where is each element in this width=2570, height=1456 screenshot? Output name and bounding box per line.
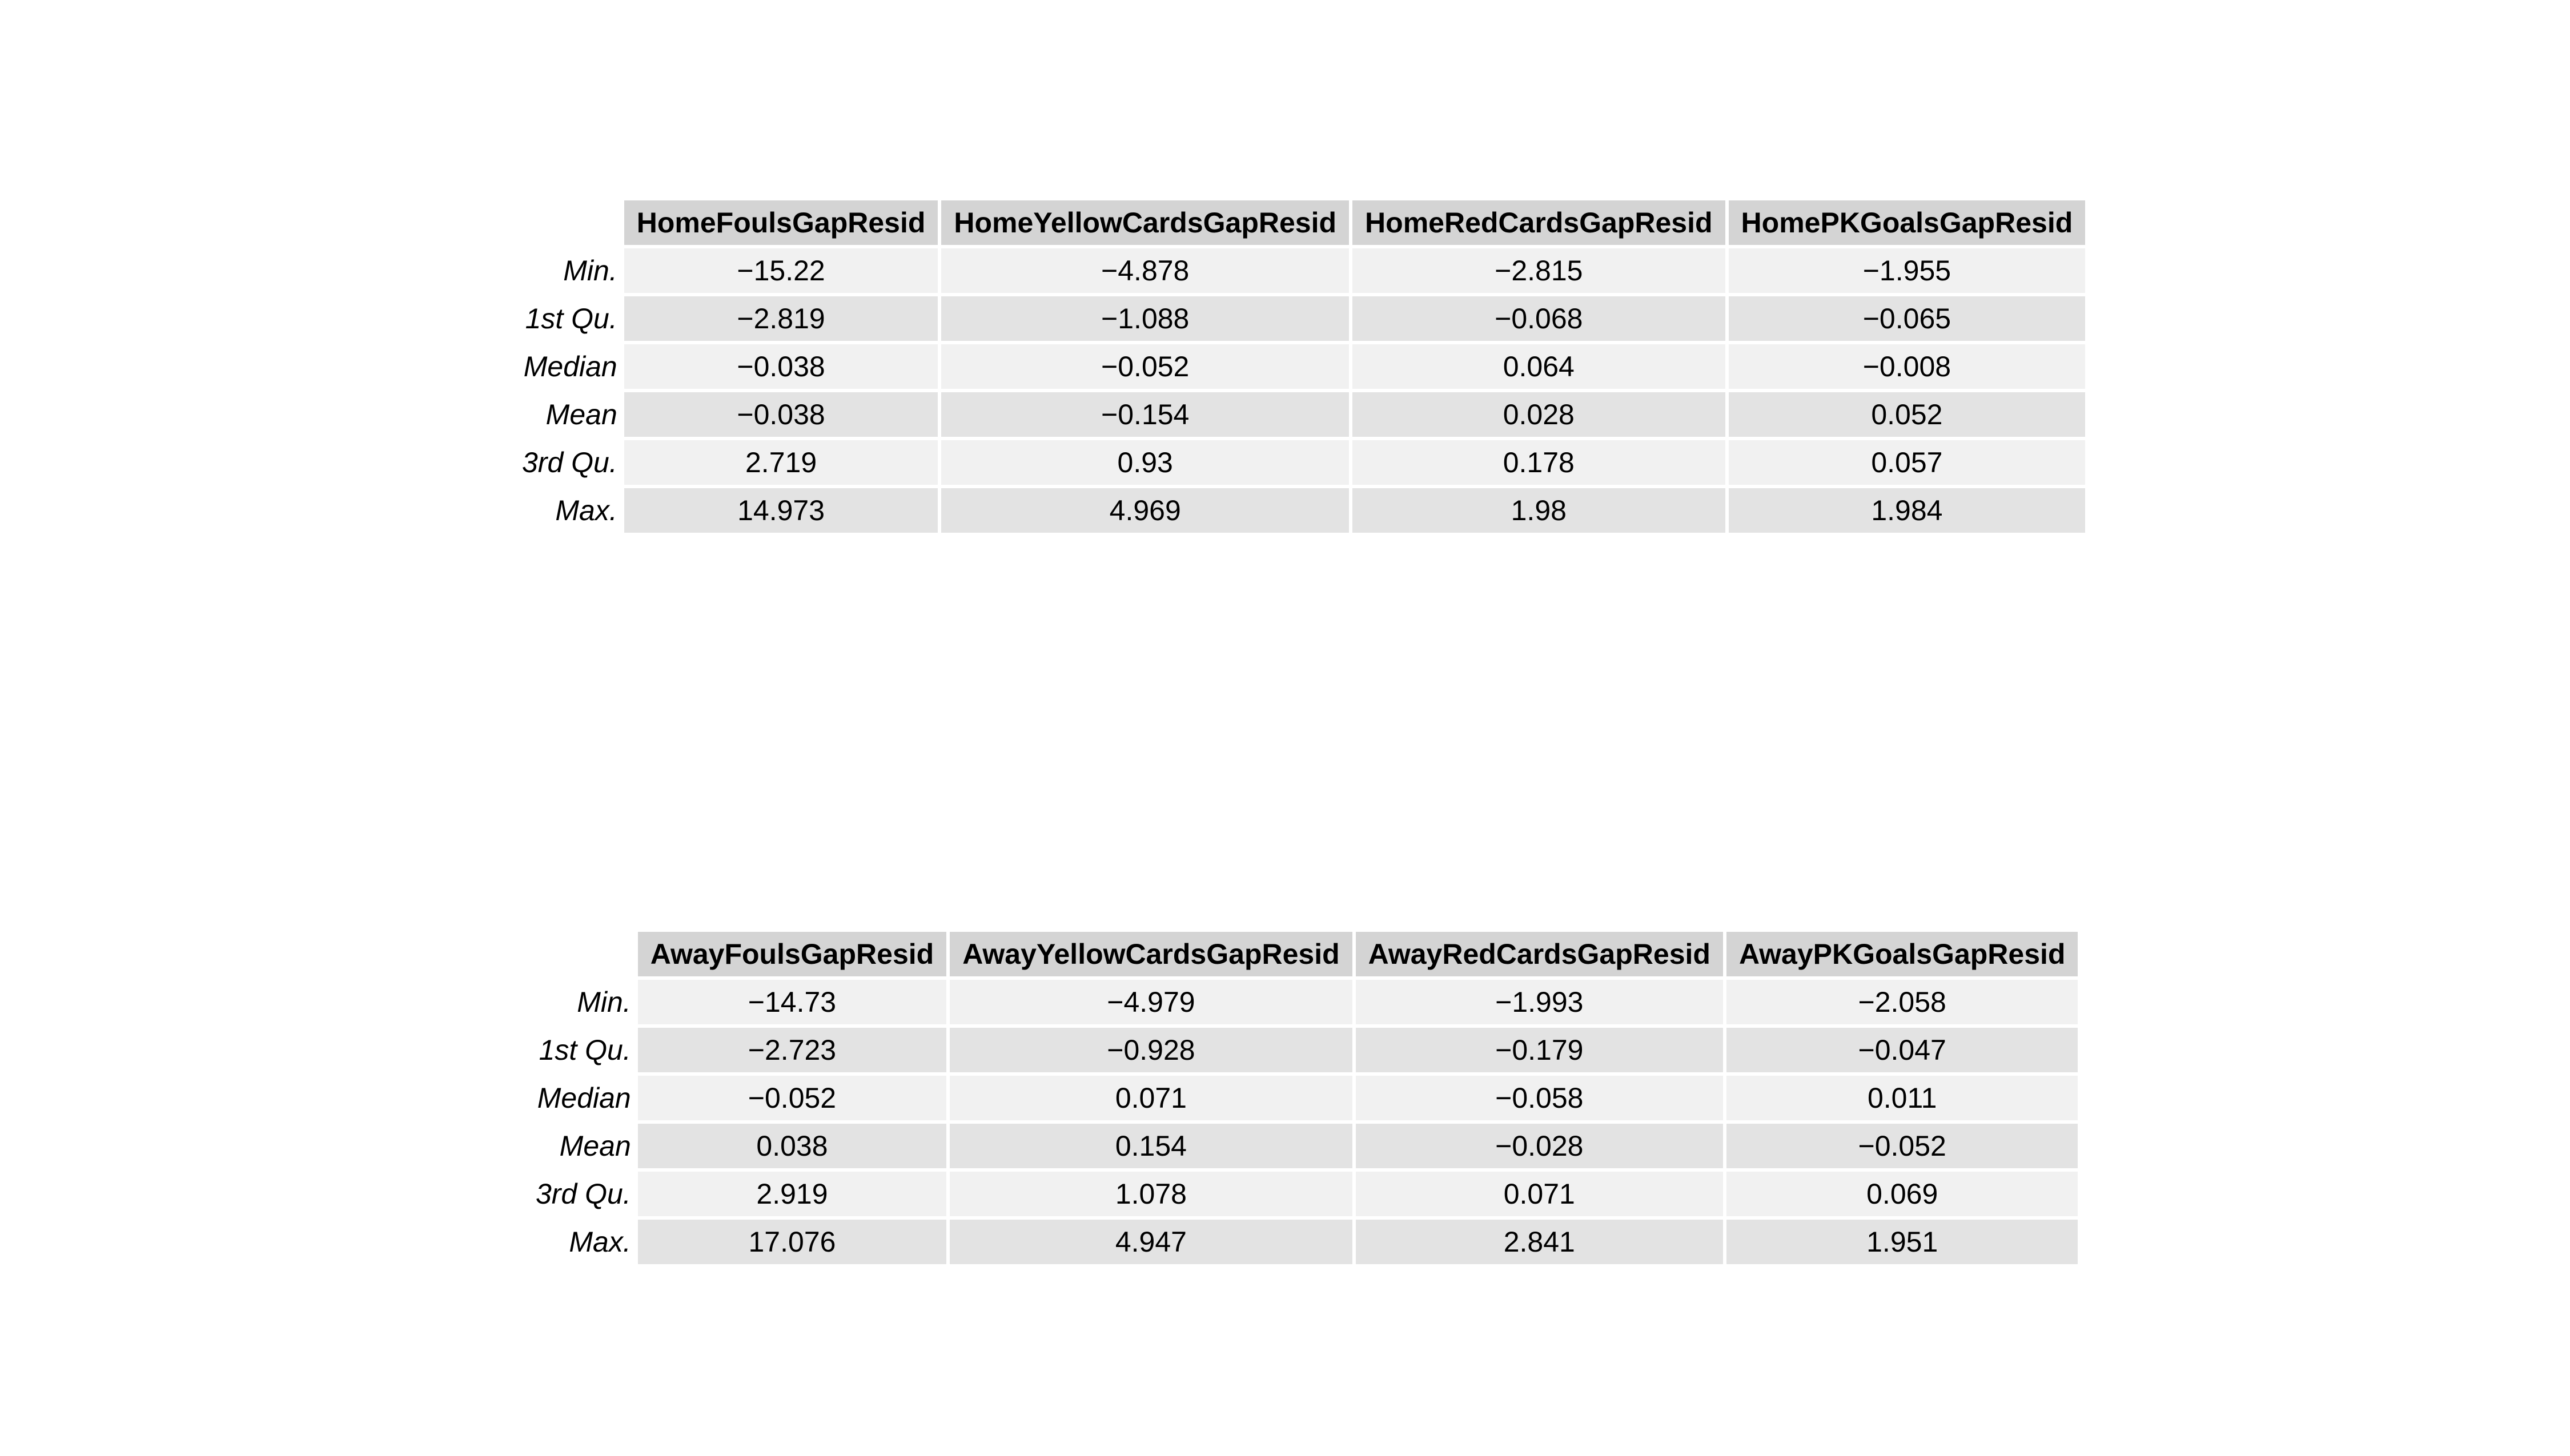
table-cell: −0.052	[638, 1076, 946, 1120]
column-header: HomePKGoalsGapResid	[1729, 200, 2086, 245]
table-row	[509, 248, 2085, 293]
table-cell: 14.973	[624, 488, 938, 533]
row-header: 1st Qu.	[539, 1034, 631, 1066]
row-header: 3rd Qu.	[522, 447, 617, 478]
table-cell: 0.178	[1352, 440, 1725, 485]
table-cell: −2.815	[1352, 248, 1725, 293]
table-cell: 4.969	[941, 488, 1349, 533]
table-cell: −0.038	[624, 344, 938, 389]
table-cell: 0.154	[950, 1124, 1352, 1168]
corner-cell	[523, 932, 635, 976]
table-cell: −0.179	[1356, 1028, 1723, 1072]
row-header: Median	[537, 1082, 631, 1114]
header-row	[509, 200, 2085, 245]
table-row	[523, 1076, 2078, 1120]
table-cell: −0.052	[941, 344, 1349, 389]
table-cell: 0.052	[1729, 392, 2086, 437]
table-cell: −1.088	[941, 296, 1349, 341]
row-header: Mean	[559, 1130, 631, 1162]
table-cell: 0.93	[941, 440, 1349, 485]
table-cell: 17.076	[638, 1220, 946, 1264]
table-cell: −2.058	[1726, 980, 2078, 1024]
table-cell: −0.068	[1352, 296, 1725, 341]
row-header: Mean	[545, 399, 617, 431]
table-row	[509, 344, 2085, 389]
table-row	[509, 296, 2085, 341]
table-row	[523, 980, 2078, 1024]
column-header: AwayRedCardsGapResid	[1356, 932, 1723, 976]
table-cell: 1.951	[1726, 1220, 2078, 1264]
table-cell: −0.047	[1726, 1028, 2078, 1072]
row-header: Max.	[569, 1226, 631, 1258]
table-cell: 1.078	[950, 1172, 1352, 1216]
table-cell: 0.071	[950, 1076, 1352, 1120]
column-header: HomeFoulsGapResid	[624, 200, 938, 245]
table-cell: −0.928	[950, 1028, 1352, 1072]
column-header: HomeRedCardsGapResid	[1352, 200, 1725, 245]
table-cell: −2.819	[624, 296, 938, 341]
table-cell: −4.878	[941, 248, 1349, 293]
table-cell: −1.993	[1356, 980, 1723, 1024]
table-cell: −0.065	[1729, 296, 2086, 341]
table-cell: −2.723	[638, 1028, 946, 1072]
table-cell: −14.73	[638, 980, 946, 1024]
table-cell: 0.064	[1352, 344, 1725, 389]
header-row	[523, 932, 2078, 976]
table-cell: 0.038	[638, 1124, 946, 1168]
table-row	[523, 1172, 2078, 1216]
table-cell: 0.057	[1729, 440, 2086, 485]
table-cell: −1.955	[1729, 248, 2086, 293]
table-cell: −0.008	[1729, 344, 2086, 389]
table-cell: −0.028	[1356, 1124, 1723, 1168]
column-header: AwayYellowCardsGapResid	[950, 932, 1352, 976]
table-row	[509, 440, 2085, 485]
table-cell: −15.22	[624, 248, 938, 293]
table-cell: −0.038	[624, 392, 938, 437]
table-row	[523, 1124, 2078, 1168]
table-cell: −0.058	[1356, 1076, 1723, 1120]
table-cell: 0.069	[1726, 1172, 2078, 1216]
row-header: Median	[523, 351, 617, 383]
table-cell: 2.841	[1356, 1220, 1723, 1264]
table-row	[509, 392, 2085, 437]
table-cell: 0.028	[1352, 392, 1725, 437]
table-cell: 2.719	[624, 440, 938, 485]
table-row	[523, 1028, 2078, 1072]
row-header: Min.	[563, 255, 617, 287]
column-header: AwayFoulsGapResid	[638, 932, 946, 976]
row-header: Min.	[577, 986, 631, 1018]
column-header: AwayPKGoalsGapResid	[1726, 932, 2078, 976]
table-cell: 0.071	[1356, 1172, 1723, 1216]
table-row	[509, 488, 2085, 533]
table-cell: −0.052	[1726, 1124, 2078, 1168]
table-cell: −0.154	[941, 392, 1349, 437]
table-cell: 4.947	[950, 1220, 1352, 1264]
row-header: 1st Qu.	[525, 303, 617, 335]
row-header: 3rd Qu.	[536, 1178, 631, 1210]
column-header: HomeYellowCardsGapResid	[941, 200, 1349, 245]
table-cell: 1.98	[1352, 488, 1725, 533]
table-cell: 0.011	[1726, 1076, 2078, 1120]
corner-cell	[509, 200, 621, 245]
table-cell: 1.984	[1729, 488, 2086, 533]
table-cell: −4.979	[950, 980, 1352, 1024]
home-summary-table	[506, 197, 2089, 536]
away-summary-table	[520, 928, 2081, 1268]
table-cell: 2.919	[638, 1172, 946, 1216]
row-header: Max.	[555, 494, 617, 526]
table-row	[523, 1220, 2078, 1264]
